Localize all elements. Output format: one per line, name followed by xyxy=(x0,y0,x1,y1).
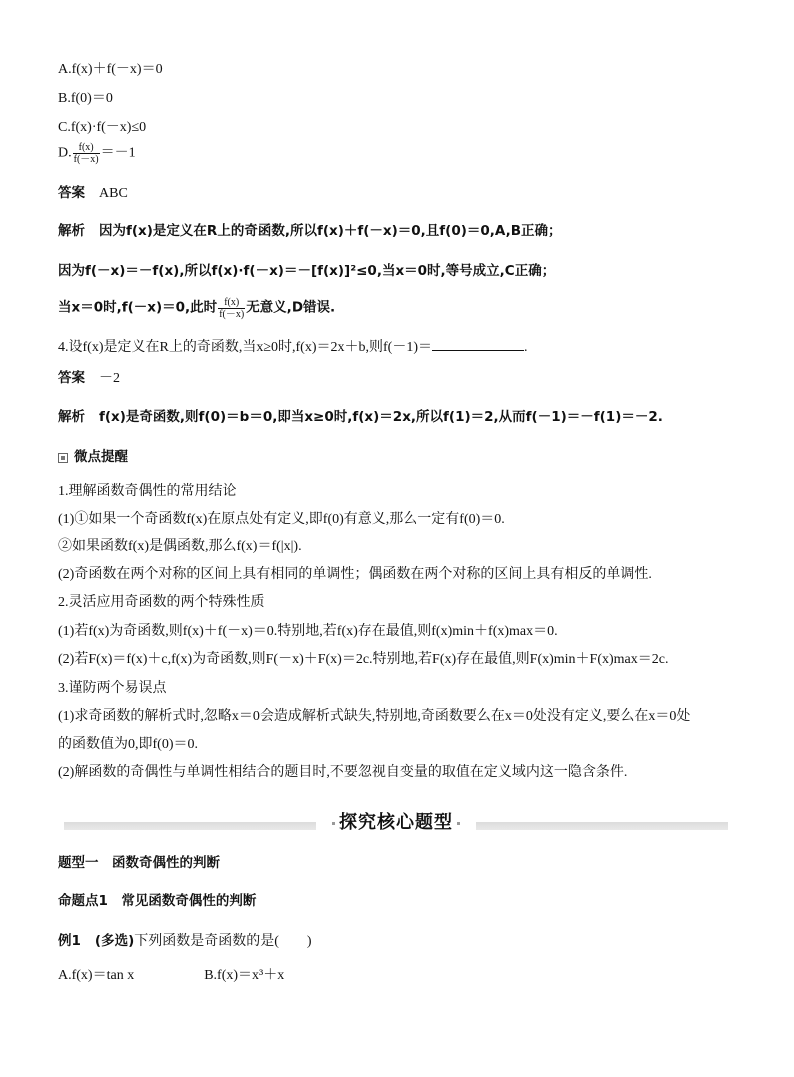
tips-line-10: 的函数值为0,即f(0)＝0. xyxy=(58,737,198,752)
banner-dot xyxy=(332,822,335,825)
tips-line-7: (2)若F(x)＝f(x)＋c,f(x)为奇函数,则F(－x)＋F(x)＝2c.特别地,若F(x)存在最值,则F(x)min＋F(x)max＝2c. xyxy=(58,652,669,667)
q4-stem-text: 4.设f(x)是定义在R上的奇函数,当x≥0时,f(x)＝2x＋b,则f(－1)＝ xyxy=(58,340,432,355)
fraction-numerator: f(x) xyxy=(73,142,100,154)
banner-title-text: 探究核心题型 xyxy=(339,812,453,833)
banner-dot xyxy=(457,822,460,825)
q3-analysis-3 xyxy=(58,297,335,320)
q3-option-b: B.f(0)＝0 xyxy=(58,91,113,106)
tips-heading-text: 微点提醒 xyxy=(74,449,128,465)
q3-option-a: A.f(x)＋f(－x)＝0 xyxy=(58,62,163,77)
tip-icon xyxy=(58,453,68,463)
tips-line-6: (1)若f(x)为奇函数,则f(x)＋f(－x)＝0.特别地,若f(x)存在最值,则f(x)min＋f(x)max＝0. xyxy=(58,624,558,639)
q3-option-d-suffix: ＝－1 xyxy=(100,145,136,161)
analysis-text-post: 无意义,D错误. xyxy=(246,299,336,316)
fraction-denominator: f(－x) xyxy=(219,309,245,320)
answer-label: 答案 xyxy=(58,185,85,201)
tips-line-2: (1)①如果一个奇函数f(x)在原点处有定义,即f(0)有意义,那么一定有f(0)＝0. xyxy=(58,512,505,527)
tips-line-1: 1.理解函数奇偶性的常用结论 xyxy=(58,484,237,499)
q3-option-d-fraction xyxy=(73,142,100,165)
type-title: 题型一 函数奇偶性的判断 xyxy=(58,855,220,871)
analysis-label: 解析 xyxy=(58,223,85,239)
analysis-text-pre: 当x＝0时,f(－x)＝0,此时 xyxy=(58,299,218,316)
answer-value: ABC xyxy=(99,186,128,201)
banner-title xyxy=(316,808,476,834)
analysis-text: f(x)是奇函数,则f(0)＝b＝0,即当x≥0时,f(x)＝2x,所以f(1)＝2,从而f(－1)＝－f(1)＝－2. xyxy=(99,409,663,425)
q3-option-c: C.f(x)·f(－x)≤0 xyxy=(58,120,147,135)
analysis-text: 因为f(－x)＝－f(x),所以f(x)·f(－x)＝－[f(x)]²≤0,当x＝0时,等号成立,C正确； xyxy=(58,263,556,279)
q4-analysis xyxy=(58,407,663,428)
sub-title: 命题点1 常见函数奇偶性的判断 xyxy=(58,893,257,909)
example-option-b: B.f(x)＝x³＋x xyxy=(204,968,285,983)
tips-heading xyxy=(58,447,128,467)
section-banner xyxy=(64,808,728,834)
tips-line-8: 3.谨防两个易误点 xyxy=(58,681,167,696)
example-tag: (多选) xyxy=(94,933,135,949)
tips-line-4: (2)奇函数在两个对称的区间上具有相同的单调性；偶函数在两个对称的区间上具有相反的单调性. xyxy=(58,567,652,582)
q4-stem xyxy=(58,336,527,358)
q3-analysis-1 xyxy=(58,221,562,242)
q4-answer xyxy=(58,368,120,389)
q4-stem-end: . xyxy=(523,340,528,355)
answer-label: 答案 xyxy=(58,370,85,386)
tips-line-3: ②如果函数f(x)是偶函数,那么f(x)＝f(|x|). xyxy=(58,539,302,554)
example-options xyxy=(58,966,284,986)
analysis-fraction xyxy=(218,297,245,320)
example-label: 例1 xyxy=(58,933,81,949)
fraction-numerator: f(x) xyxy=(218,297,245,309)
q3-option-d-prefix: D. xyxy=(58,145,72,161)
q3-analysis-2 xyxy=(58,261,555,282)
q3-answer xyxy=(58,183,128,204)
answer-value: －2 xyxy=(99,371,120,386)
q3-option-d xyxy=(58,142,136,165)
analysis-label: 解析 xyxy=(58,409,85,425)
answer-blank xyxy=(432,336,524,351)
example-1 xyxy=(58,931,312,952)
tips-line-11: (2)解函数的奇偶性与单调性相结合的题目时,不要忽视自变量的取值在定义域内这一隐含条件. xyxy=(58,765,628,780)
tips-line-9: (1)求奇函数的解析式时,忽略x＝0会造成解析式缺失,特别地,奇函数要么在x＝0处没有定义,要么在x＝0处 xyxy=(58,709,691,724)
example-option-a: A.f(x)＝tan x xyxy=(58,968,135,983)
fraction-denominator: f(－x) xyxy=(73,154,99,165)
example-stem: 下列函数是奇函数的是( ) xyxy=(134,934,312,949)
tips-line-5: 2.灵活应用奇函数的两个特殊性质 xyxy=(58,595,265,610)
analysis-text: 因为f(x)是定义在R上的奇函数,所以f(x)＋f(－x)＝0,且f(0)＝0,A,B正确； xyxy=(99,223,562,239)
